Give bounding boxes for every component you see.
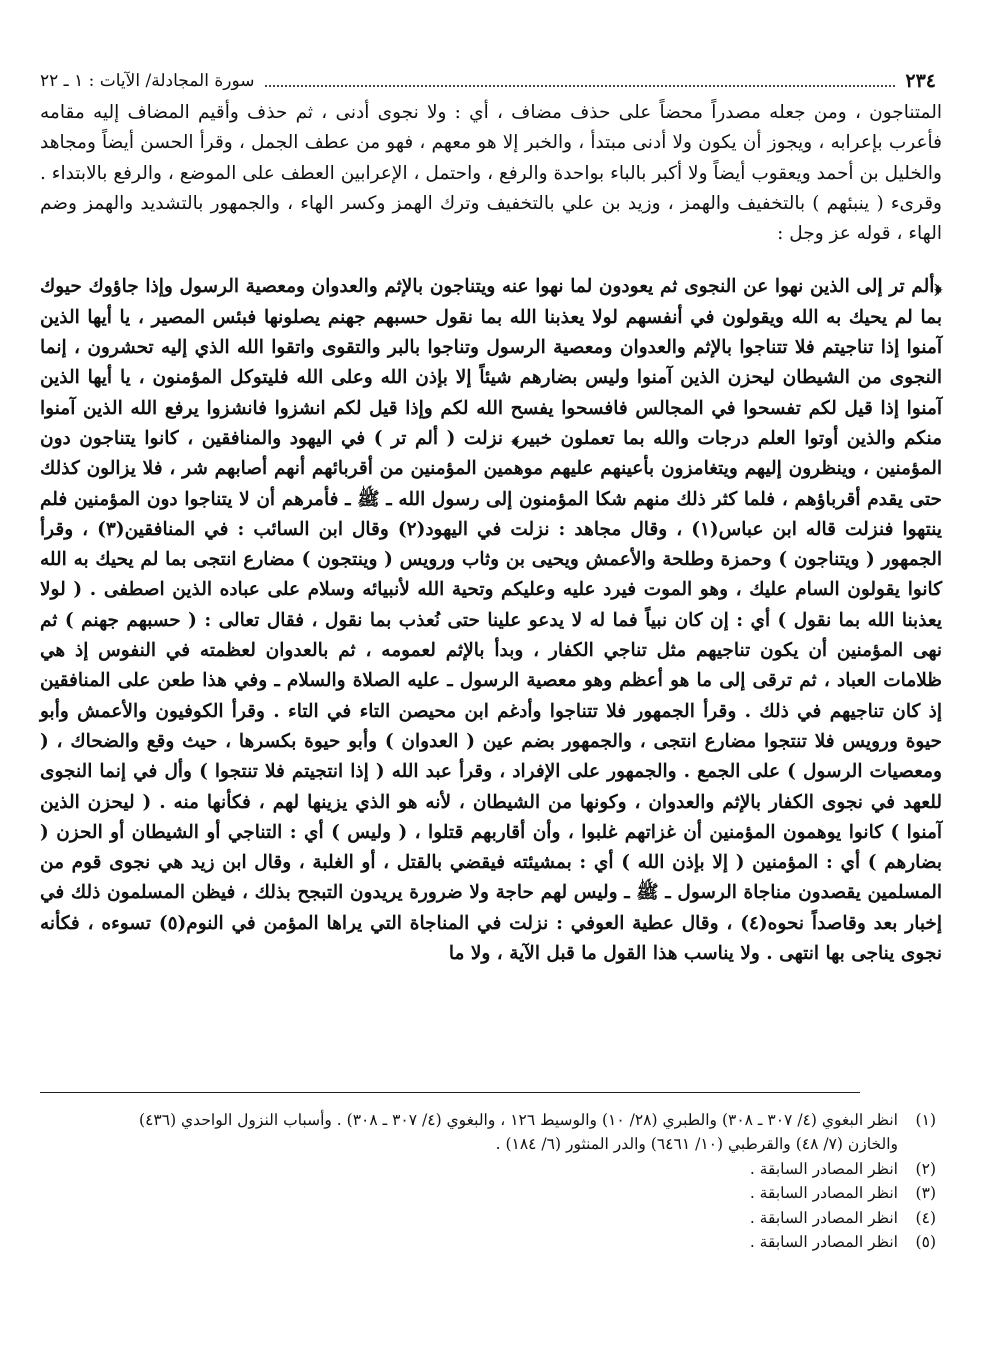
footnote-number: (١) [915, 1111, 936, 1129]
quran-verses-paragraph [40, 272, 942, 969]
footnote-1-continuation: والخازن (٧/ ٤٨) والقرطبي (١٠/ ٦٤٦١) والدر المنثور (٦/ ١٨٤) . [495, 1135, 898, 1154]
footnote-1 [40, 1108, 936, 1132]
footnote-text: انظر البغوي (٤/ ٣٠٧ ـ ٣٠٨) والطبري (٢٨/ ١٠) والوسيط ١٢٦ ، والبغوي (٤/ ٣٠٧ ـ ٣٠٨) . وأسباب النزول الواحدي (٤٣٦) [139, 1111, 898, 1129]
running-header [40, 66, 936, 96]
footnotes [40, 1108, 936, 1254]
main-text [40, 98, 942, 969]
footnote-text: انظر المصادر السابقة . [749, 1184, 898, 1203]
footnote-number: (٣) [915, 1184, 936, 1203]
page-number: ٢٣٤ [905, 70, 936, 92]
footnote-5 [40, 1230, 936, 1254]
header-dot-leader [265, 75, 896, 87]
intro-paragraph: المتناجون ، ومن جعله مصدراً محضاً على حذف مضاف ، أي : ولا نجوى أدنى ، ثم حذف وأقيم المضاف إليه مقامه فأعرب بإعرابه ، ويجوز أن يكون ولا أدنى مبتدأ ، والخبر إلا هو معهم ، فهو من عطف الجمل ، وقرأ الحسن أيضاً ومجاهد والخليل بن أحمد ويعقوب أيضاً ولا أكبر بالباء بواحدة والرفع ، واحتمل ، الإعرابين العطف على الموضع ، والرفع بالابتداء . وقرىء ( ينبئهم ) بالتخفيف والهمز ، وزيد بن علي بالتخفيف وترك الهمز وكسر الهاء ، والجمهور بالتشديد والهمز وضم الهاء ، قوله عز وجل : [40, 102, 942, 245]
footnote-number: (٤) [915, 1208, 936, 1227]
footnote-number: (٢) [915, 1159, 936, 1178]
footnote-text: انظر المصادر السابقة . [749, 1159, 898, 1178]
footnote-4 [40, 1206, 936, 1230]
footnote-separator [40, 1092, 860, 1093]
footnote-3 [40, 1181, 936, 1205]
quran-passage: ﴿ألم تر إلى الذين نهوا عن النجوى ثم يعودون لما نهوا عنه ويتناجون بالإثم والعدوان ومعصية الرسول وإذا جاؤوك حيوك بما لم يحيك به الله ويقولون في أنفسهم لولا يعذبنا الله بما نقول حسبهم جهنم يصلونها فبئس المصير ، يا أيها الذين آمنوا إذا تناجيتم فلا تتناجوا بالإثم والعدوان ومعصية الرسول وتناجوا بالبر والتقوى واتقوا الله الذي إليه تحشرون ، إنما النجوى من الشيطان ليحزن الذين آمنوا وليس بضارهم شيئاً إلا بإذن الله وعلى الله فليتوكل المؤمنون ، يا أيها الذين آمنوا إذا قيل لكم تفسحوا في المجالس فافسحوا يفسح الله لكم وإذا قيل لكم انشزوا فانشزوا يرفع الله الذين آمنوا منكم والذين أوتوا العلم درجات والله بما تعملون خبير﴾ [40, 276, 942, 449]
footnote-number: (٥) [915, 1233, 936, 1252]
footnote-text: انظر المصادر السابقة . [749, 1208, 898, 1227]
commentary-text: نزلت ( ألم تر ) في اليهود والمنافقين ، كانوا يتناجون دون المؤمنين ، وينظرون إليهم ويتغامزون بأعينهم عليهم موهمين المؤمنين من أقربائهم أنهم أصابهم شر ، فلا يزالون كذلك حتى يقدم أقرباؤهم ، فلما كثر ذلك منهم شكا المؤمنون إلى رسول الله ـ ﷺ ـ فأمرهم أن لا يتناجوا دون المؤمنين فلم ينتهوا فنزلت قاله ابن عباس(١) ، وقال مجاهد : نزلت في اليهود(٢) وقال ابن السائب : في المنافقين(٣) ، وقرأ الجمهور ( ويتناجون ) وحمزة وطلحة والأعمش ويحيى بن وثاب ورويس ( وينتجون ) مضارع انتجى بما لم يحيك به الله كانوا يقولون السام عليك ، وهو الموت فيرد عليه وعليكم وتحية الله لأنبيائه وسلام على عباده الذين اصطفى . ( لولا يعذبنا الله بما نقول ) أي : إن كان نبياً فما له لا يدعو علينا حتى نُعذب بما نقول ، فقال تعالى : ( حسبهم جهنم ) ثم نهى المؤمنين أن يكون تناجيهم مثل تناجي الكفار ، وبدأ بالإثم لعمومه ، ثم بالعدوان لعظمته في النفوس إذ هي ظلامات العباد ، ثم ترقى إلى ما هو أعظم وهو معصية الرسول ـ عليه الصلاة والسلام ـ وفي هذا طعن على المنافقين إذ كان تناجيهم في ذلك . وقرأ الجمهور فلا تتناجوا وأدغم ابن محيصن التاء في التاء . وقرأ الكوفيون والأعمش وأبو حيوة ورويس فلا تنتجوا مضارع انتجى ، والجمهور بضم عين ( العدوان ) وأبو حيوة بكسرها ، حيث وقع والضحاك ، ( ومعصيات الرسول ) على الجمع . والجمهور على الإفراد ، وقرأ عبد الله ( إذا انتجيتم فلا تنتجوا ) وأل في إنما النجوى للعهد في نجوى الكفار بالإثم والعدوان ، وكونها من الشيطان ، لأنه هو الذي يزينها لهم ، فكأنها منه . ( ليحزن الذين آمنوا ) كانوا يوهمون المؤمنين أن غزاتهم غلبوا ، وأن أقاربهم قتلوا ، ( وليس ) أي : التناجي أو الشيطان أو الحزن ( بضارهم ) أي : المؤمنين ( إلا بإذن الله ) أي : بمشيئته فيقضي بالقتل ، أو الغلبة ، وقال ابن زيد هي نجوى قوم من المسلمين يقصدون مناجاة الرسول ـ ﷺ ـ وليس لهم حاجة ولا ضرورة يريدون التبجح بذلك ، فيظن المسلمون ذلك في إخبار بعد وقاصداً نحوه(٤) ، وقال عطية العوفي : نزلت في المناجاة التي يراها المؤمن في النوم(٥) تسوءه ، فكأنه نجوى يناجى بها انتهى . ولا يناسب هذا القول ما قبل الآية ، ولا ما [40, 427, 942, 965]
running-title: سورة المجادلة/ الآيات : ١ ـ ٢٢ [40, 71, 255, 91]
footnote-text: انظر المصادر السابقة . [749, 1233, 898, 1252]
footnote-2 [40, 1157, 936, 1181]
